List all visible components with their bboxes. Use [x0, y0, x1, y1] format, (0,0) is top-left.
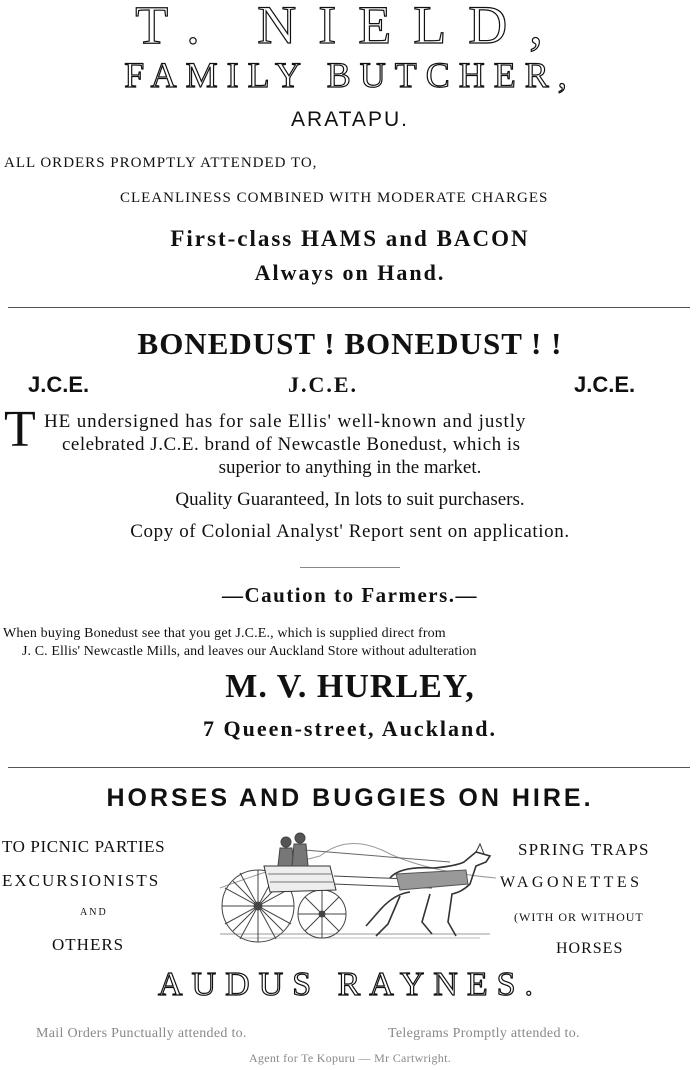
footer-telegrams: Telegrams Promptly attended to. [388, 1026, 580, 1041]
proprietor-name: AUDUS RAYNES. [157, 966, 543, 1003]
caution-line-2: J. C. Ellis' Newcastle Mills, and leaves our Auckland Store without adulteration [22, 644, 477, 659]
left-line-and: AND [80, 907, 108, 918]
bonedust-body-line-3: superior to anything in the market. [218, 457, 482, 478]
seller-name: M. V. HURLEY, [225, 668, 475, 705]
seller-address: 7 Queen-street, Auckland. [202, 716, 498, 741]
jce-brand-left: J.C.E. [28, 372, 90, 397]
nield-line-hams: First-class HAMS and BACON [170, 226, 530, 251]
right-line-wagonettes: WAGONETTES [500, 874, 643, 891]
caution-heading: —Caution to Farmers.— [221, 583, 479, 607]
bonedust-body-line-2: celebrated J.C.E. brand of Newcastle Bonedust, which is [62, 434, 521, 455]
caution-line-1: When buying Bonedust see that you get J.C.E., which is supplied direct from [3, 626, 446, 641]
nield-trade: FAMILY BUTCHER, [124, 55, 576, 95]
jce-brand-right: J.C.E. [574, 372, 636, 397]
right-line-horses: HORSES [556, 940, 624, 957]
footer-mail-orders: Mail Orders Punctually attended to. [36, 1026, 247, 1041]
right-line-with-without: (WITH OR WITHOUT [514, 910, 644, 924]
jce-brand-center: J.C.E. [288, 372, 359, 397]
divider-1 [8, 307, 690, 308]
horse-buggy-illustration [200, 826, 500, 950]
bonedust-body-line-1: HE undersigned has for sale Ellis' well-known and justly [44, 411, 527, 432]
nield-line-cleanliness: CLEANLINESS COMBINED WITH MODERATE CHARGES [120, 190, 549, 206]
drop-cap: T [4, 401, 36, 458]
horses-headline: HORSES AND BUGGIES ON HIRE. [106, 784, 594, 812]
bonedust-copy-report: Copy of Colonial Analyst' Report sent on application. [130, 521, 570, 542]
divider-2 [8, 767, 690, 768]
left-line-excursionists: EXCURSIONISTS [2, 871, 161, 890]
bonedust-headline: BONEDUST ! BONEDUST ! ! [137, 326, 563, 361]
nield-name: T. NIELD, [135, 0, 565, 55]
bonedust-quality: Quality Guaranteed, In lots to suit purchasers. [175, 489, 525, 510]
left-line-others: OTHERS [52, 935, 125, 954]
footer-agent: Agent for Te Kopuru — Mr Cartwright. [248, 1051, 452, 1065]
nield-line-orders: ALL ORDERS PROMPTLY ATTENDED TO, [4, 155, 318, 171]
nield-place: ARATAPU. [291, 108, 409, 131]
left-line-picnic: TO PICNIC PARTIES [2, 837, 166, 856]
right-line-spring-traps: SPRING TRAPS [518, 840, 650, 859]
short-rule [300, 567, 400, 568]
nield-line-always: Always on Hand. [254, 260, 446, 285]
